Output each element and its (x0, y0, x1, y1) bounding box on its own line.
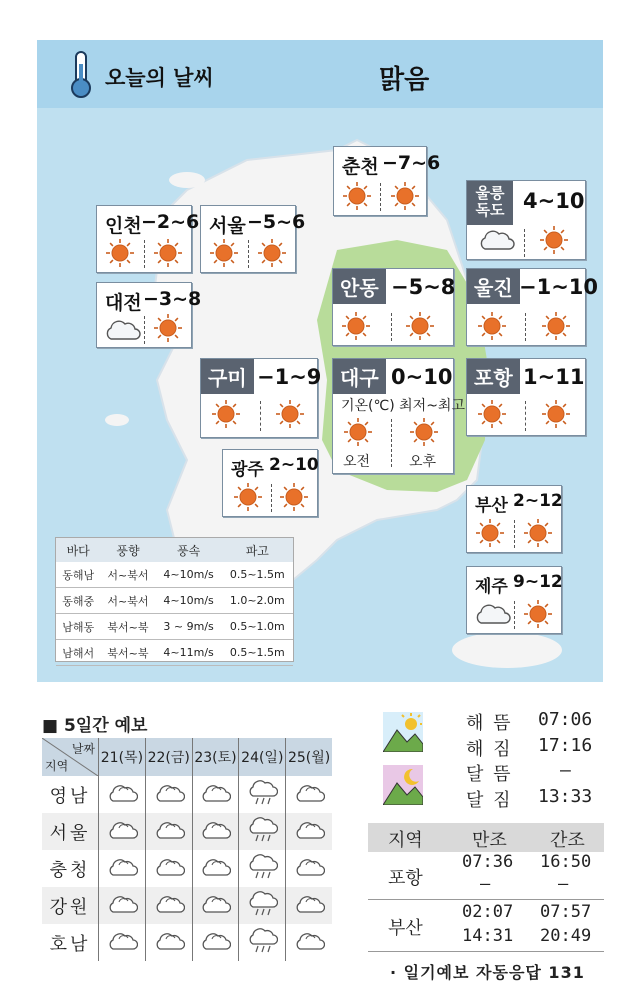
sea-cell: 서~북서 (100, 562, 155, 588)
rain-cloud-icon (239, 776, 286, 813)
forecast-title: ■ 5일간 예보 (42, 716, 148, 736)
cloud-icon (145, 924, 192, 961)
day-header: 23(토) (192, 738, 239, 776)
cloud-icon (286, 887, 332, 924)
sun-icon (523, 599, 553, 629)
table-row (56, 562, 293, 588)
divider (380, 183, 381, 211)
sea-cell: 3 ~ 9m/s (156, 614, 222, 640)
city-card-seoul (200, 205, 306, 273)
city-name: 부산 (475, 496, 508, 516)
island (169, 172, 205, 188)
sun-icon (390, 181, 420, 211)
sea-cell: 0.5~1.5m (222, 640, 293, 666)
sea-header: 파고 (222, 538, 293, 562)
city-card-chuncheon (333, 146, 441, 216)
city-card-gwangju (222, 449, 318, 517)
sea-cell: 남해동 (56, 614, 100, 640)
tide-low: 07:57 (540, 902, 592, 922)
sea-cell: 북서~북 (100, 640, 155, 666)
region-name: 강원 (42, 887, 99, 924)
region-name: 영남 (49, 785, 91, 807)
city-card-pohang (466, 358, 586, 436)
divider (248, 240, 249, 268)
divider (271, 484, 272, 512)
tide-low: 16:50 (540, 852, 592, 872)
divider (514, 520, 515, 548)
sea-cell: 4~10m/s (156, 562, 222, 588)
sunrise-icon (383, 712, 423, 752)
sun-icon (477, 311, 507, 341)
day-header: 22(금) (145, 738, 192, 776)
corner-bottom-label: 지역 (45, 759, 69, 773)
day-header: 24(일) (239, 738, 286, 776)
sun-icon (475, 518, 505, 548)
sea-conditions-table (55, 537, 294, 662)
tide-low: 20:49 (540, 926, 592, 946)
tide-low: – (558, 874, 569, 894)
cloud-icon (103, 317, 141, 343)
tide-high: 02:07 (462, 902, 514, 922)
city-name: 제주 (475, 577, 508, 597)
sea-header: 풍향 (100, 538, 155, 562)
city-name-line2: 독도 (475, 201, 505, 219)
city-temp: 2~12 (513, 491, 563, 511)
legend-pm: 오후 (409, 454, 437, 470)
table-row (56, 588, 293, 614)
sun-icon (279, 482, 309, 512)
sun-icon (342, 181, 372, 211)
cloud-icon (99, 776, 146, 813)
sea-cell: 4~10m/s (156, 588, 222, 614)
city-card-ulleung-dokdo (466, 180, 586, 260)
cloud-icon (192, 850, 239, 887)
city-tag: 안동 (333, 269, 386, 304)
cloud-icon (286, 776, 332, 813)
sun-icon (233, 482, 263, 512)
city-temp: 9~12 (513, 572, 563, 592)
cloud-icon (286, 813, 332, 850)
city-temp: −1~9 (257, 365, 322, 389)
tide-high: 14:31 (462, 926, 514, 946)
sun-icon (523, 518, 553, 548)
city-tag: 포항 (467, 359, 520, 394)
sea-cell: 서~북서 (100, 588, 155, 614)
divider (144, 316, 145, 344)
rain-cloud-icon (239, 887, 286, 924)
tide-header (368, 823, 604, 852)
city-card-jeju (466, 566, 562, 634)
tide-high: – (480, 874, 491, 894)
day-header: 21(목) (99, 738, 146, 776)
cloud-icon (192, 813, 239, 850)
table-row (42, 887, 332, 924)
moonset-value: 13:33 (538, 786, 593, 807)
jeju-island (452, 632, 562, 668)
sun-icon (341, 311, 371, 341)
sunset-value: 17:16 (538, 735, 593, 756)
cloud-icon (145, 813, 192, 850)
moonrise-icon (383, 765, 423, 805)
rain-cloud-icon (239, 924, 286, 961)
city-temp: 0~10 (391, 365, 453, 389)
city-card-incheon (96, 205, 200, 273)
city-temp: 4~10 (523, 189, 585, 213)
corner-top-label: 날짜 (71, 742, 95, 756)
sea-header: 바다 (56, 538, 100, 562)
city-tag (467, 181, 513, 225)
divider (144, 240, 145, 268)
cloud-icon (145, 776, 192, 813)
city-name: 광주 (231, 460, 264, 480)
city-temp: −2~6 (141, 211, 200, 233)
tide-region: 포항 (388, 868, 423, 889)
sun-icon (539, 225, 569, 255)
sun-icon (105, 238, 135, 268)
sun-icon (409, 417, 439, 447)
thermometer-icon (67, 50, 95, 100)
sun-icon (211, 399, 241, 429)
table-row (56, 614, 293, 640)
sea-cell: 북서~북 (100, 614, 155, 640)
rain-cloud-icon (239, 813, 286, 850)
sun-icon (257, 238, 287, 268)
city-card-andong (332, 268, 454, 346)
table-row (42, 776, 332, 813)
sun-icon (541, 311, 571, 341)
cloud-icon (192, 887, 239, 924)
sea-cell: 동해중 (56, 588, 100, 614)
city-tag: 대구 (333, 359, 386, 394)
sun-icon (275, 399, 305, 429)
moonrise-value: – (560, 760, 571, 781)
sea-header: 풍속 (156, 538, 222, 562)
tide-region: 부산 (388, 918, 423, 939)
sun-icon (405, 311, 435, 341)
city-temp: −5~6 (247, 211, 306, 233)
region-name: 서울 (42, 813, 99, 850)
city-temp: −5~8 (391, 275, 456, 299)
sea-cell: 0.5~1.0m (222, 614, 293, 640)
divider (525, 313, 526, 341)
page-title: 오늘의 날씨 (105, 66, 214, 90)
sun-icon (477, 399, 507, 429)
city-card-daegu (332, 358, 465, 474)
divider (525, 401, 526, 431)
sun-icon (541, 399, 571, 429)
sun-icon (153, 313, 183, 343)
cloud-icon (99, 924, 146, 961)
day-header: 25(월) (286, 738, 332, 776)
tide-header-region: 지역 (388, 830, 423, 851)
moonset-label: 달 짐 (466, 790, 513, 811)
title-bar (37, 40, 603, 108)
sea-cell: 4~11m/s (156, 640, 222, 666)
sun-icon (209, 238, 239, 268)
city-card-busan (466, 485, 562, 553)
forecast-corner (42, 738, 99, 776)
city-name-line1: 울릉 (475, 184, 505, 202)
sea-cell: 남해서 (56, 640, 100, 666)
table-row (42, 924, 332, 961)
cloud-icon (477, 227, 515, 253)
table-row (42, 813, 332, 850)
divider (368, 899, 604, 900)
sunset-label: 해 짐 (466, 739, 513, 760)
cloud-icon (99, 887, 146, 924)
cloud-icon (473, 601, 511, 627)
sunrise-label: 해 뜸 (466, 713, 513, 734)
city-card-gumi (200, 358, 322, 438)
sea-cell: 0.5~1.5m (222, 562, 293, 588)
divider (368, 951, 604, 952)
tide-header-high: 만조 (472, 830, 507, 851)
island (105, 414, 129, 426)
city-temp: −1~10 (519, 275, 599, 299)
city-name: 춘천 (342, 156, 379, 178)
cloud-icon (145, 850, 192, 887)
cloud-icon (99, 813, 146, 850)
legend-am: 오전 (343, 454, 371, 470)
rain-cloud-icon (239, 850, 286, 887)
sea-cell: 동해남 (56, 562, 100, 588)
divider (514, 601, 515, 629)
cloud-icon (286, 924, 332, 961)
city-name: 인천 (105, 215, 142, 237)
forecast-table (42, 738, 332, 961)
cloud-icon (192, 776, 239, 813)
tide-header-low: 간조 (550, 830, 585, 851)
city-temp: −3~8 (143, 288, 202, 310)
sunrise-value: 07:06 (538, 709, 593, 730)
region-name: 호남 (49, 933, 91, 955)
divider (391, 313, 392, 341)
divider (524, 229, 525, 257)
forecast-hotline: · 일기예보 자동응답 131 (390, 963, 585, 982)
table-row (42, 850, 332, 887)
city-tag: 구미 (201, 359, 254, 394)
region-name: 충청 (49, 859, 91, 881)
cloud-icon (192, 924, 239, 961)
city-card-daejeon (96, 282, 202, 348)
cloud-icon (145, 887, 192, 924)
tide-high: 07:36 (462, 852, 514, 872)
divider (260, 401, 261, 431)
weather-condition: 맑음 (379, 65, 430, 95)
cloud-icon (99, 850, 146, 887)
sun-icon (153, 238, 183, 268)
city-name: 서울 (209, 215, 246, 237)
table-row (56, 640, 293, 666)
city-tag: 울진 (467, 269, 520, 304)
city-name: 대전 (105, 292, 142, 314)
city-temp: 2~10 (269, 455, 319, 475)
city-card-uljin (466, 268, 599, 346)
city-temp: 1~11 (523, 365, 585, 389)
sea-cell: 1.0~2.0m (222, 588, 293, 614)
city-temp: −7~6 (382, 152, 441, 174)
legend-caption: 기온(℃) 최저~최고 (341, 398, 465, 414)
moonrise-label: 달 뜸 (466, 764, 513, 785)
divider (391, 419, 392, 467)
sun-icon (343, 417, 373, 447)
cloud-icon (286, 850, 332, 887)
